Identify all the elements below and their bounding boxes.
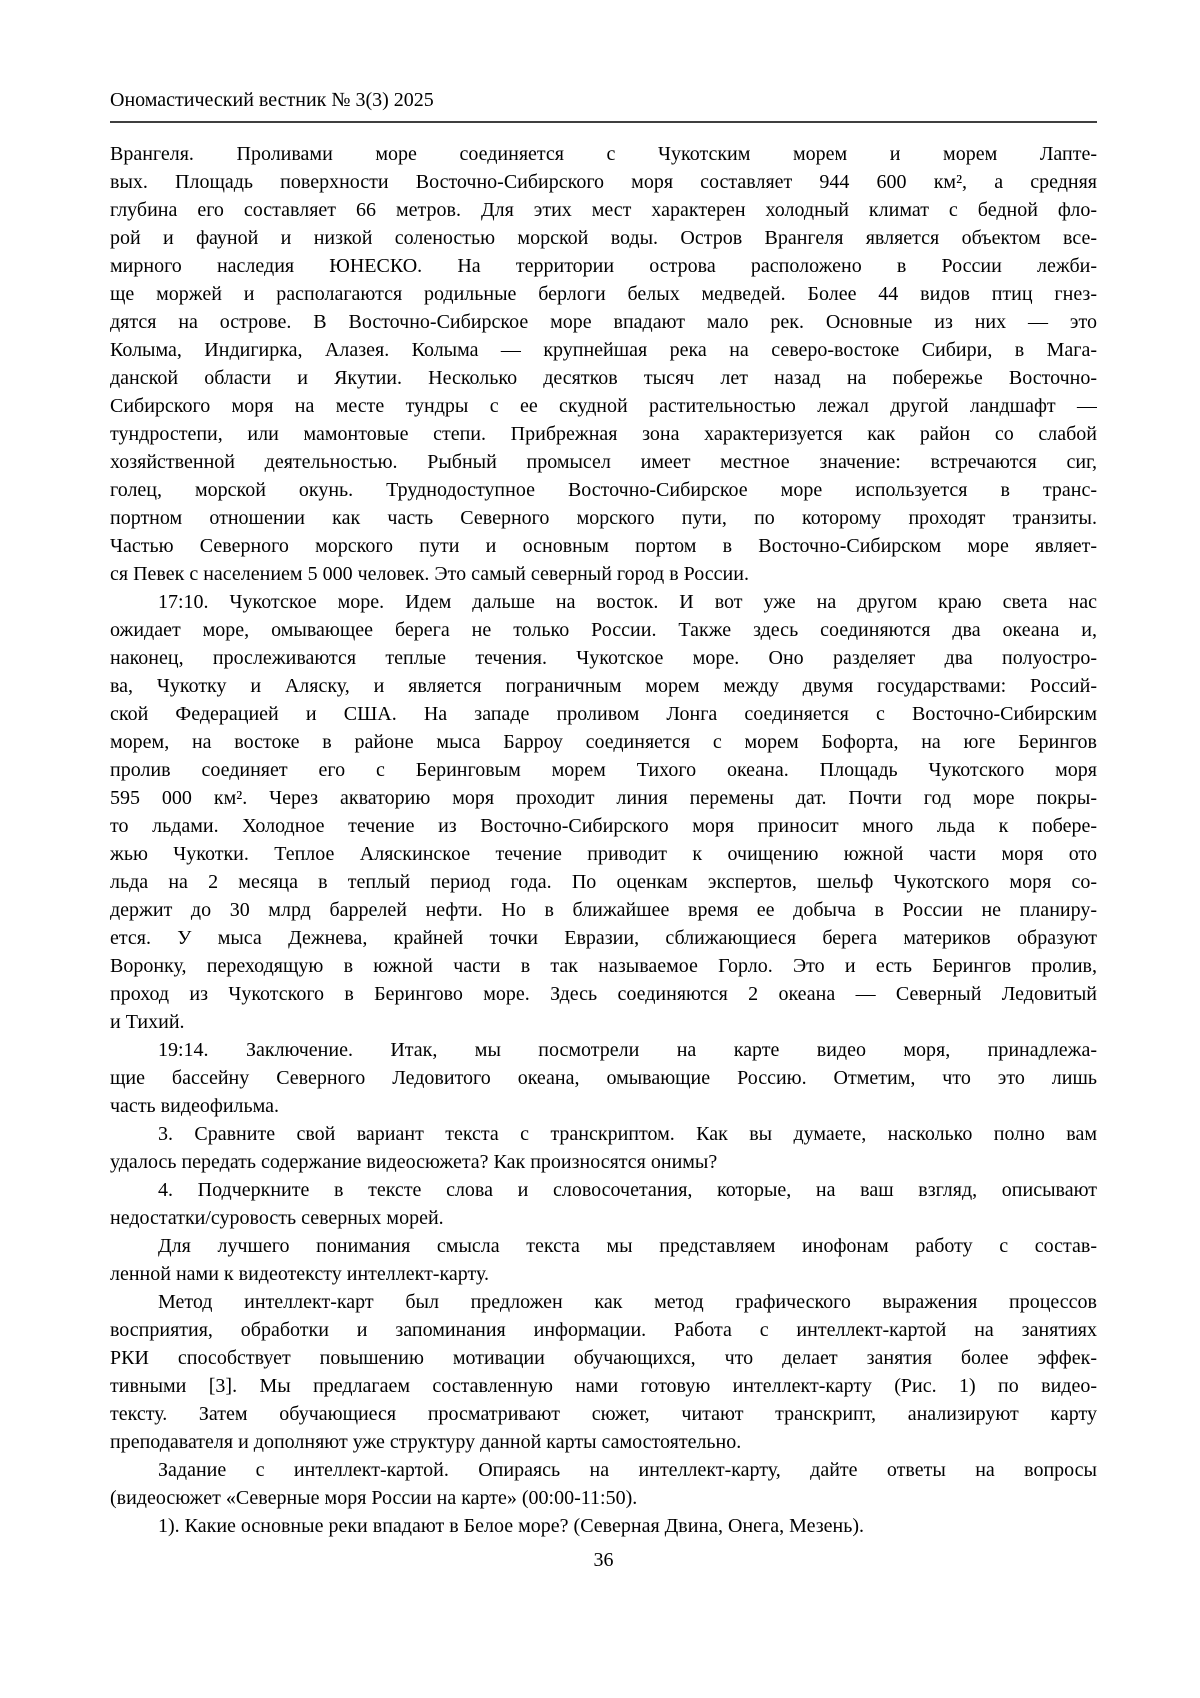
text-line: ской Федерацией и США. На западе проливом Лонга соединяется с Восточно-Сибирским: [110, 703, 1097, 725]
text-line: Колыма, Индигирка, Алазея. Колыма — крупнейшая река на северо-востоке Сибири, в Мага-: [110, 339, 1097, 361]
text-line: ется. У мыса Дежнева, крайней точки Евразии, сближающиеся берега материков образуют: [110, 927, 1097, 949]
text-line: 595 000 км². Через акваторию моря проходит линия перемены дат. Почти год море покры-: [110, 787, 1097, 809]
text-line: наконец, прослеживаются теплые течения. Чукотское море. Оно разделяет два полуостро-: [110, 647, 1097, 669]
text-line: ще моржей и располагаются родильные берлоги белых медведей. Более 44 видов птиц гнез-: [110, 283, 1097, 305]
text-line: то льдами. Холодное течение из Восточно-Сибирского моря приносит много льда к побере-: [110, 815, 1097, 837]
paragraph: [110, 1232, 1097, 1288]
text-line: льда на 2 месяца в теплый период года. По оценкам экспертов, шельф Чукотского моря со-: [110, 871, 1097, 893]
text-line: Частью Северного морского пути и основным портом в Восточно-Сибирском море являет-: [110, 535, 1097, 557]
text-line: ся Певек с населением 5 000 человек. Это самый северный город в России.: [110, 563, 749, 585]
text-line: преподавателя и дополняют уже структуру данной карты самостоятельно.: [110, 1431, 742, 1453]
text-line: удалось передать содержание видеосюжета? Как произносятся онимы?: [110, 1151, 718, 1173]
paragraph: [110, 140, 1097, 588]
text-line: вых. Площадь поверхности Восточно-Сибирского моря составляет 944 600 км², а средняя: [110, 171, 1097, 193]
text-line: ва, Чукотку и Аляску, и является пограничным морем между двумя государствами: Россий-: [110, 675, 1097, 697]
text-line: 19:14. Заключение. Итак, мы посмотрели на карте видео моря, принадлежа-: [158, 1039, 1097, 1061]
text-line: портном отношении как часть Северного морского пути, по которому проходят транзиты.: [110, 507, 1097, 529]
text-line: проход из Чукотского в Берингово море. Здесь соединяются 2 океана — Северный Ледовитый: [110, 983, 1097, 1005]
text-line: 17:10. Чукотское море. Идем дальше на восток. И вот уже на другом краю света нас: [158, 591, 1097, 613]
text-line: держит до 30 млрд баррелей нефти. Но в ближайшее время ее добыча в России не планиру-: [110, 899, 1097, 921]
text-line: и Тихий.: [110, 1011, 185, 1033]
paragraph: [110, 1512, 1097, 1540]
paragraph: [110, 1036, 1097, 1120]
text-line: (видеосюжет «Северные моря России на карте» (00:00-11:50).: [110, 1487, 638, 1509]
text-line: данской области и Якутии. Несколько десятков тысяч лет назад на побережье Восточно-: [110, 367, 1097, 389]
text-line: восприятия, обработки и запоминания информации. Работа с интеллект-картой на занятиях: [110, 1319, 1097, 1341]
text-line: РКИ способствует повышению мотивации обучающихся, что делает занятия более эффек-: [110, 1347, 1097, 1369]
text-line: морем, на востоке в районе мыса Барроу соединяется с морем Бофорта, на юге Берингов: [110, 731, 1097, 753]
paragraph: [110, 1176, 1097, 1232]
text-line: тексту. Затем обучающиеся просматривают сюжет, читают транскрипт, анализируют карту: [110, 1403, 1097, 1425]
text-line: щие бассейну Северного Ледовитого океана, омывающие Россию. Отметим, что это лишь: [110, 1067, 1097, 1089]
text-line: Воронку, переходящую в южной части в так называемое Горло. Это и есть Берингов пролив,: [110, 955, 1097, 977]
text-line: часть видеофильма.: [110, 1095, 280, 1117]
text-line: пролив соединяет его с Беринговым морем Тихого океана. Площадь Чукотского моря: [110, 759, 1097, 781]
text-line: хозяйственной деятельностью. Рыбный промысел имеет местное значение: встречаются сиг,: [110, 451, 1097, 473]
text-line: ожидает море, омывающее берега не только России. Также здесь соединяются два океана и,: [110, 619, 1097, 641]
running-head: Ономастический вестник № 3(3) 2025: [110, 89, 434, 111]
paragraph: [110, 588, 1097, 1036]
text-line: Задание с интеллект-картой. Опираясь на интеллект-карту, дайте ответы на вопросы: [158, 1459, 1097, 1481]
text-line: 1). Какие основные реки впадают в Белое море? (Северная Двина, Онега, Мезень).: [158, 1515, 865, 1537]
text-line: Метод интеллект-карт был предложен как метод графического выражения процессов: [158, 1291, 1097, 1313]
text-line: Для лучшего понимания смысла текста мы представляем инофонам работу с состав-: [158, 1235, 1097, 1257]
text-line: рой и фауной и низкой соленостью морской воды. Остров Врангеля является объектом все-: [110, 227, 1097, 249]
text-line: 4. Подчеркните в тексте слова и словосочетания, которые, на ваш взгляд, описывают: [158, 1179, 1097, 1201]
paragraph: [110, 1288, 1097, 1456]
text-line: ленной нами к видеотексту интеллект-карту.: [110, 1263, 489, 1285]
text-line: тундростепи, или мамонтовые степи. Прибрежная зона характеризуется как район со слабой: [110, 423, 1097, 445]
text-line: мирного наследия ЮНЕСКО. На территории острова расположено в России лежби-: [110, 255, 1097, 277]
document-body: [110, 140, 1097, 1540]
text-line: Врангеля. Проливами море соединяется с Чукотским морем и морем Лапте-: [110, 143, 1097, 165]
text-line: глубина его составляет 66 метров. Для этих мест характерен холодный климат с бедной фло-: [110, 199, 1097, 221]
text-line: недостатки/суровость северных морей.: [110, 1207, 444, 1229]
text-line: жью Чукотки. Теплое Аляскинское течение приводит к очищению южной части моря ото: [110, 843, 1097, 865]
text-line: 3. Сравните свой вариант текста с транскриптом. Как вы думаете, насколько полно вам: [158, 1123, 1097, 1145]
text-line: Сибирского моря на месте тундры с ее скудной растительностью лежал другой ландшафт —: [110, 395, 1097, 417]
header-rule: [110, 121, 1097, 123]
text-line: тивными [3]. Мы предлагаем составленную нами готовую интеллект-карту (Рис. 1) по видео-: [110, 1375, 1097, 1397]
paragraph: [110, 1120, 1097, 1176]
text-line: дятся на острове. В Восточно-Сибирское море впадают мало рек. Основные из них — это: [110, 311, 1097, 333]
paragraph: [110, 1456, 1097, 1512]
page-number: 36: [593, 1549, 614, 1571]
text-line: голец, морской окунь. Труднодоступное Восточно-Сибирское море используется в транс-: [110, 479, 1097, 501]
